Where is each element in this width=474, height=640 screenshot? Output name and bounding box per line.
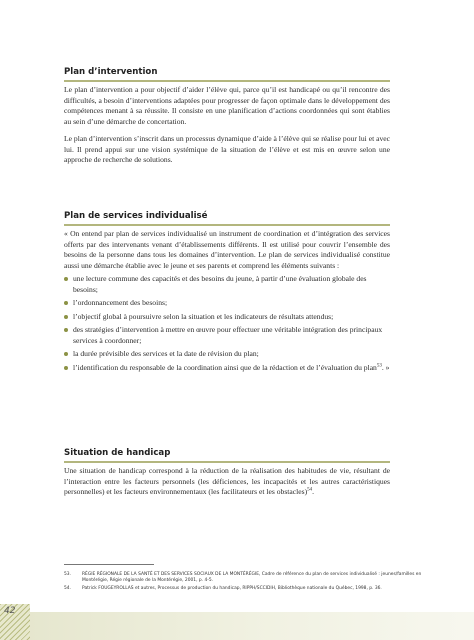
footnote-ref[interactable]: 54 — [307, 487, 313, 493]
paragraph: Une situation de handicap correspond à la réduction de la réalisation des habitudes de vie, résultant de l’interaction entre les facteurs personnels (les déficiences, les incapacités et les autres caractéristiques personnelles) et les facteurs environnementaux (les facilitateurs et les obstacles)$^{54}$. — [64, 466, 390, 497]
paragraph: Le plan d’intervention a pour objectif d’aider l’élève qui, parce qu’il est handicapé ou qu’il rencontre des difficultés, a besoin d’interventions adaptées pour progresser de façon optimale dans le développement des compétences menant à sa réussite. Il consiste en une planification d’actions coordonnées qui sont établies au sein d’une démarche de concertation. — [64, 85, 390, 126]
section-plan-intervention — [64, 67, 390, 173]
page-number: 42 — [4, 606, 16, 616]
list-item: des stratégies d’intervention à mettre en œuvre pour effectuer une véritable intégration des principaux services à coordonner; — [64, 325, 390, 346]
section-plan-services — [64, 211, 390, 377]
section-heading: Plan d’intervention — [64, 67, 390, 82]
bullet-icon — [64, 352, 68, 356]
paragraph: « On entend par plan de services individualisé un instrument de coordination et d’intégration des services offerts par des intervenants venant d’établissements différents. Il est utilisé pour couvrir l’ensemble des besoins de la personne dans tous les domaines d’intervention. Le plan de services individualisé constitue aussi une démarche établie avec le jeune et ses parents et comprend les éléments suivants : — [64, 229, 390, 270]
section-handicap — [64, 448, 390, 505]
bullet-icon — [64, 301, 68, 305]
section-heading: Plan de services individualisé — [64, 211, 390, 226]
bullet-icon — [64, 328, 68, 332]
bullet-icon — [64, 315, 68, 319]
bullet-icon — [64, 277, 68, 281]
list-item: l’identification du responsable de la coordination ainsi que de la rédaction et de l’évaluation du plan$^{53}$. » — [64, 363, 390, 374]
list-item: une lecture commune des capacités et des besoins du jeune, à partir d’une évaluation globale des besoins; — [64, 274, 390, 295]
page-footer-band — [0, 612, 474, 640]
paragraph: Le plan d’intervention s’inscrit dans un processus dynamique d’aide à l’élève qui se réalise pour lui et avec lui. Il prend appui sur une vision systémique de la situation de l’élève et est mis en œuvre selon une approche de recherche de solutions. — [64, 134, 390, 165]
footnote: 53. RÉGIE RÉGIONALE DE LA SANTÉ ET DES SERVICES SOCIAUX DE LA MONTÉRÉGIE, Cadre de référence du plan de services individualisé : jeunes/familles en Montérégie, Régie régionale de la Montérégie, 2001, p. 4-5. — [64, 572, 422, 583]
bullet-icon — [64, 366, 68, 370]
list-item: l’ordonnancement des besoins; — [64, 298, 390, 309]
list-item: la durée prévisible des services et la date de révision du plan; — [64, 349, 390, 360]
list-item: l’objectif global à poursuivre selon la situation et les indicateurs de résultats attendus; — [64, 312, 390, 323]
footnote-ref[interactable]: 53 — [376, 363, 382, 369]
bullet-list — [64, 274, 390, 373]
footnote: 54. Patrick FOUGEYROLLAS et autres, Processus de production du handicap, RIPPH/SCCIDIH, Bibliothèque nationale du Québec, 1998, p. 36. — [64, 586, 382, 591]
section-heading: Situation de handicap — [64, 448, 390, 463]
footnote-divider — [64, 564, 154, 565]
